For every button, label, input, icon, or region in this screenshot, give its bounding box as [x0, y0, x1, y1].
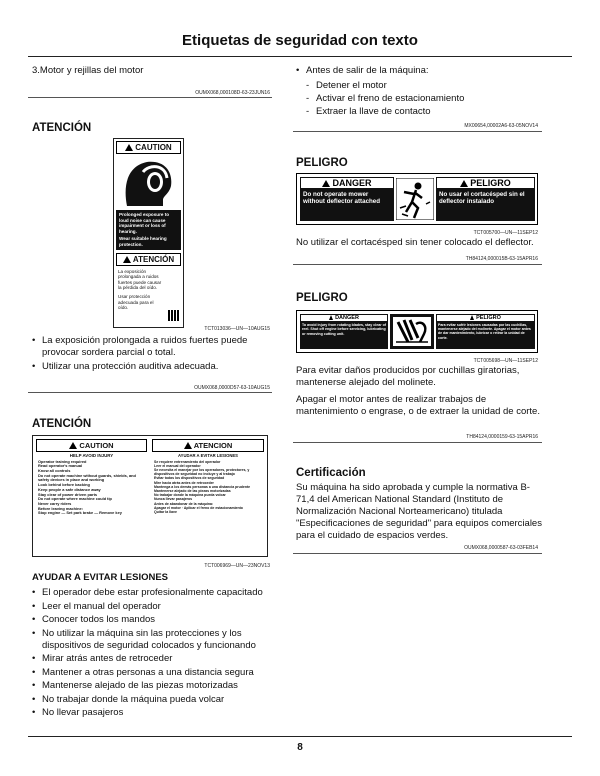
list-item: • Conocer todos los mandos	[32, 614, 277, 626]
list-item: • Mantener a otras personas a una distancia segura	[32, 667, 277, 679]
list-item: Se requiere entrenamiento del operador	[154, 459, 221, 464]
list-item: Apagar el motor · Aplicar el freno de estacionamiento	[154, 505, 243, 510]
list-item: Se necesita el manejar por los operadores, protectores, y dispositivos de seguridad no incluye y al trabajo	[154, 468, 250, 477]
deflector-text: No utilizar el cortacésped sin tener colocado el deflector.	[296, 237, 534, 248]
section-code-1: OUMX068,0000D57-63-10AUG15	[194, 385, 270, 391]
peligro-panel	[436, 314, 535, 349]
warning-triangle-icon	[460, 180, 468, 187]
warning-triangle-icon	[329, 315, 333, 320]
caution-title: CAUTION	[79, 441, 114, 450]
list-item: Stop engine — Set park brake — Remove key	[38, 510, 122, 516]
caution-subtitle: HELP AVOID INJURY	[69, 453, 114, 458]
separator	[293, 442, 542, 443]
atencion-text	[114, 268, 166, 312]
list-item: Mantenerse alejado de las piezas motorizadas	[154, 489, 231, 494]
atencion-title: ATENCION	[193, 441, 233, 450]
peligro-panel	[436, 177, 535, 221]
list-item: Before leaving machine:	[38, 505, 83, 511]
decal-part-number: TCU20506	[515, 221, 532, 225]
before-leaving-code: MX00654,00002A6-63-05NOV14	[464, 123, 538, 129]
figure-code-2: TCT006969—UN—23NOV13	[204, 563, 270, 569]
list-item: Evitar todas los dispositivos de seguridad	[154, 476, 225, 481]
page-number: 8	[297, 742, 303, 753]
warning-triangle-icon	[184, 442, 192, 449]
atencion-header	[116, 253, 181, 266]
list-item: Keep people a safe distance away	[38, 486, 101, 492]
danger-panel	[300, 314, 388, 349]
caution-text	[116, 210, 181, 250]
list-item: Leer el manual del operador	[154, 463, 201, 468]
deflector-danger-decal	[296, 173, 538, 225]
atencion-text-1: La exposición prolongada a ruidos fuertes puede causar la pérdida del oído.	[118, 268, 162, 291]
list-item: - Detener el motor	[304, 79, 544, 92]
rotating-blade-icon	[390, 314, 434, 349]
list-item: • Antes de salir de la máquina:	[296, 65, 546, 77]
peligro-title: PELIGRO	[476, 315, 501, 321]
peligro-header	[437, 315, 534, 321]
peligro-title: PELIGRO	[470, 178, 511, 188]
caution-panel	[36, 439, 147, 553]
item-3-text: 3.Motor y rejillas del motor	[32, 65, 144, 76]
separator	[293, 131, 542, 132]
atencion-title: ATENCIÓN	[132, 254, 175, 264]
list-item: No trabajar donde la máquina pueda volcar	[154, 493, 226, 498]
list-item: - Activar el freno de estacionamiento	[304, 92, 544, 105]
deflector-code: TH84124,000015B-63-15APR16	[465, 256, 538, 262]
list-item: • La exposición prolongada a ruidos fuertes puede provocar sordera parcial o total.	[32, 335, 272, 359]
hearing-warning-decal	[113, 138, 184, 328]
title-rule	[28, 56, 572, 57]
ear-protection-icon	[119, 156, 179, 208]
figure-code-3: TCT005700—UN—11SEP12	[473, 230, 538, 236]
hearing-bullets	[32, 335, 272, 373]
caution-header	[36, 439, 147, 452]
atencion-subtitle: AYUDAR A EVITAR LESIONES	[178, 453, 238, 458]
before-leaving-steps	[304, 79, 544, 118]
list-item: Quitar la llave	[154, 510, 177, 515]
item-3-code: OUMX068,000108D-63-23JUN16	[195, 90, 270, 96]
danger-panel	[300, 177, 394, 221]
list-item: Stay clear of power driven parts	[38, 491, 98, 497]
danger-header	[301, 178, 393, 188]
list-item: Mantenga a los demás personas a una distancia prudente	[154, 484, 251, 489]
danger-title: DANGER	[332, 178, 372, 188]
warning-triangle-icon	[125, 144, 133, 151]
peligro-text: No usar el cortacésped sin el deflector instalado	[439, 191, 525, 205]
danger-text: To avoid injury from rotating blades, stay clear of reel. Shut off engine before servicing, lubricating or removing cutting unit.	[302, 323, 387, 336]
separator	[293, 553, 542, 554]
help-avoid-injury-decal	[32, 435, 268, 557]
reel-danger-decal	[296, 310, 538, 353]
warning-triangle-icon	[69, 442, 77, 449]
danger-heading-2: PELIGRO	[296, 292, 348, 304]
peligro-header	[437, 178, 534, 188]
list-item: Nunca llevar pasajeros	[154, 497, 193, 502]
caution-list	[36, 459, 147, 517]
attention-heading-1: ATENCIÓN	[32, 122, 92, 134]
figure-code-1: TCT013036—UN—10AUG15	[204, 326, 270, 332]
list-item: • Mantenerse alejado de las piezas motorizadas	[32, 680, 277, 692]
list-item: Antes de abandonar de la máquina:	[154, 501, 214, 506]
list-item: Operator training required	[38, 458, 87, 464]
list-item: • No llevar pasajeros	[32, 707, 277, 719]
warning-triangle-icon	[322, 180, 330, 187]
list-item: • Leer el manual del operador	[32, 601, 277, 613]
separator	[28, 392, 272, 393]
list-item: • Utilizar una protección auditiva adecuada.	[32, 361, 272, 373]
atencion-header	[152, 439, 264, 452]
reel-code: TH84124,0000159-63-15APR16	[466, 434, 538, 440]
list-item: Know all controls	[38, 468, 71, 473]
danger-title: DANGER	[335, 315, 359, 321]
help-bullets	[32, 587, 277, 721]
certification-code: OUMX068,0000587-63-03FEB14	[464, 545, 538, 551]
caution-title: CAUTION	[135, 143, 172, 152]
figure-code-4: TCT005698—UN—11SEP12	[473, 358, 538, 364]
reel-text-1: Para evitar daños producidos por cuchillas giratorias, mantenerse alejado del molinete.	[296, 365, 520, 388]
help-heading: AYUDAR A EVITAR LESIONES	[32, 572, 169, 583]
thrown-object-icon	[396, 178, 434, 220]
caution-header	[116, 141, 181, 154]
atencion-list	[152, 459, 264, 516]
certification-heading: Certificación	[296, 467, 366, 479]
danger-header	[301, 315, 387, 321]
list-item: • Mirar atrás antes de retroceder	[32, 653, 277, 665]
caution-text-2: Wear suitable hearing protection.	[119, 236, 167, 247]
list-item: Never carry riders	[38, 500, 72, 506]
attention-heading-2: ATENCIÓN	[32, 418, 92, 430]
list-item: • El operador debe estar profesionalmente capacitado	[32, 587, 277, 599]
atencion-panel	[152, 439, 264, 553]
list-item: • No trabajar donde la máquina pueda volcar	[32, 694, 277, 706]
warning-triangle-icon	[470, 315, 474, 320]
list-item: Do not operate machine without guards, shields, and safety devices in place and working	[38, 472, 136, 483]
list-item: Look behind before backing	[38, 482, 90, 488]
separator	[28, 97, 272, 98]
footer-rule	[28, 736, 572, 737]
certification-text: Su máquina ha sido aprobada y cumple la normativa B-71,4 del American National Standard (Instituto de Normalización Nacional Norteamericano) titulada "Especificaciones de seguridad" para equipos comerciales para el cuidado de espacios verdes.	[296, 482, 542, 541]
separator	[293, 264, 542, 265]
list-item: • No utilizar la máquina sin las protecciones y los dispositivos de seguridad colocados y funcionando	[32, 628, 277, 652]
page-title: Etiquetas de seguridad con texto	[182, 32, 418, 49]
danger-text: Do not operate mower without deflector attached	[303, 191, 381, 205]
caution-text-1: Prolonged exposure to loud noise can cause impairment or loss of hearing.	[119, 212, 170, 234]
list-item: Do not operate where machine could tip	[38, 496, 112, 502]
reel-text-2: Apagar el motor antes de realizar trabajos de mantenimiento o engrase, o de extraer la unidad de corte.	[296, 394, 540, 417]
atencion-text-2: Usar protección adecuada para el oído.	[118, 293, 154, 311]
before-leaving-intro	[296, 65, 546, 77]
warning-triangle-icon	[123, 256, 131, 263]
list-item: - Extraer la llave de contacto	[304, 105, 544, 118]
qr-code-icon	[168, 310, 179, 321]
list-item: Mire hacia atrás antes de retroceder	[154, 480, 214, 485]
danger-heading-1: PELIGRO	[296, 157, 348, 169]
list-item: Read operator's manual	[38, 463, 83, 469]
peligro-text: Para evitar sufrir lesiones causadas por las cuchillas, mantenerse alejado del molinete. Apagar el motor antes de dar mantenimiento, lubricar o retirar la unidad de corte.	[438, 323, 531, 340]
